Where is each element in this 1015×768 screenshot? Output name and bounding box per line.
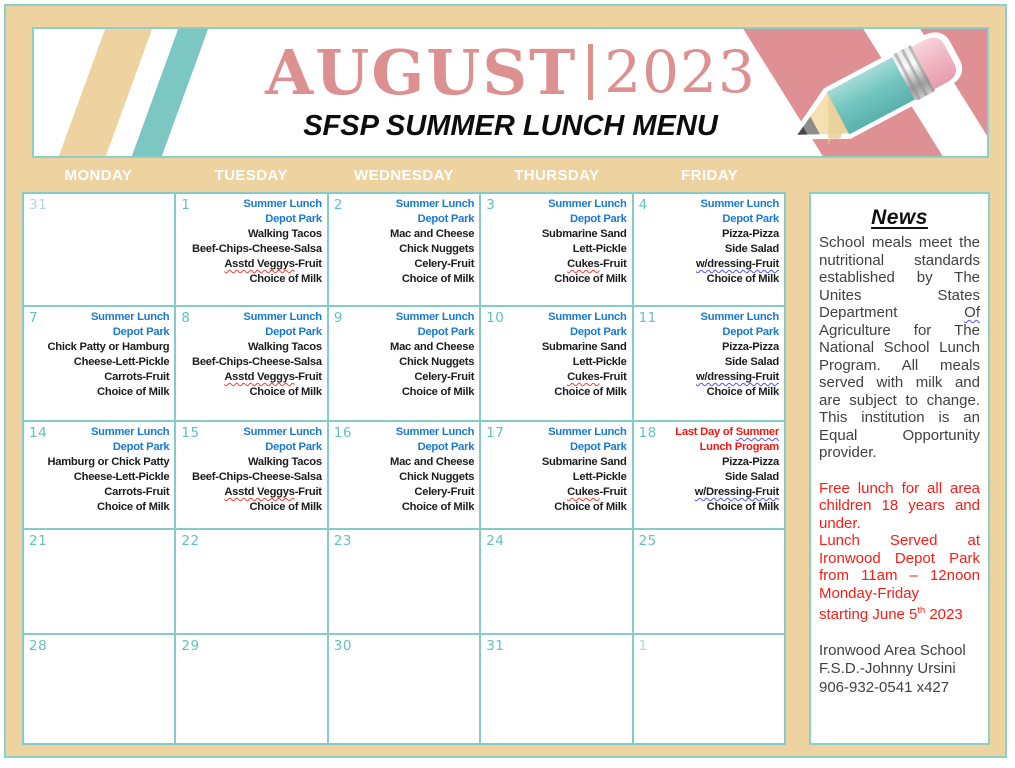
text-segment: Mac and Cheese	[390, 341, 475, 353]
cell-date: 29	[181, 638, 200, 654]
text-segment: Summer Lunch	[90, 311, 170, 323]
text-segment: -Fruit	[599, 371, 627, 383]
text-segment: th	[917, 605, 926, 615]
menu-line	[334, 355, 474, 370]
calendar-cell	[329, 307, 479, 420]
menu-line	[181, 485, 321, 500]
menu-line	[29, 455, 169, 470]
menu-line	[334, 485, 474, 500]
text-segment: Depot Park	[570, 213, 627, 225]
menu-line	[181, 242, 321, 257]
menu-line	[639, 340, 779, 355]
menu-line	[486, 425, 626, 440]
text-segment: 2023	[925, 606, 963, 623]
menu-line	[334, 340, 474, 355]
menu-line	[334, 325, 474, 340]
text-segment: -Fruit	[599, 486, 627, 498]
text-segment: Beef-Chips-Cheese-Salsa	[192, 243, 322, 255]
news-heading: News	[871, 206, 928, 229]
menu-line	[181, 325, 321, 340]
menu-line	[29, 340, 169, 355]
menu-line	[334, 227, 474, 242]
cell-date: 28	[29, 638, 48, 654]
menu-line	[334, 500, 474, 515]
cell-date: 11	[638, 310, 657, 326]
calendar-cell	[634, 530, 784, 633]
text-segment: Choice of Milk	[249, 273, 322, 285]
text-segment: Cukes	[567, 258, 600, 270]
text-segment: Side Salad	[724, 471, 779, 483]
text-segment: Mac and Cheese	[390, 228, 475, 240]
cell-date: 10	[486, 310, 505, 326]
menu-line	[181, 257, 321, 272]
text-segment: Chick Nuggets	[399, 243, 475, 255]
cell-date: 8	[181, 310, 191, 326]
text-segment: Mac and Cheese	[390, 456, 475, 468]
news-alert-line	[819, 532, 980, 602]
calendar-cell	[24, 422, 174, 528]
text-segment: Chick Nuggets	[399, 356, 475, 368]
text-segment: Depot Park	[722, 213, 779, 225]
text-segment: Side Salad	[724, 356, 779, 368]
calendar-cell	[329, 635, 479, 743]
menu-line	[334, 212, 474, 227]
text-segment: Of	[964, 304, 980, 321]
text-segment: Submarine Sand	[541, 228, 627, 240]
cell-date: 25	[638, 533, 657, 549]
text-segment: Depot Park	[112, 441, 170, 453]
text-segment: Cheese-Lett-Pickle	[73, 356, 170, 368]
menu-line	[181, 370, 321, 385]
cell-menu	[181, 425, 321, 515]
menu-line	[181, 455, 321, 470]
menu-line	[639, 212, 779, 227]
menu-line	[181, 500, 321, 515]
text-segment: Celery-Fruit	[414, 371, 475, 383]
news-contact-line: 906-932-0541 x427	[819, 678, 950, 696]
cell-menu	[334, 425, 474, 515]
cell-menu	[639, 310, 779, 400]
menu-line	[639, 325, 779, 340]
text-segment: Cukes	[567, 486, 600, 498]
menu-line	[486, 500, 626, 515]
cell-menu	[486, 197, 626, 287]
cell-date: 23	[333, 533, 352, 549]
text-segment: Celery-Fruit	[414, 486, 475, 498]
menu-line	[639, 370, 779, 385]
news-alert-line	[819, 480, 980, 533]
text-segment: Asstd Veggys	[224, 371, 295, 383]
text-segment: Choice of Milk	[97, 501, 170, 513]
menu-line	[486, 257, 626, 272]
text-segment: -Fruit	[599, 258, 627, 270]
cell-date: 18	[638, 425, 657, 441]
text-segment: Choice of Milk	[401, 501, 475, 513]
menu-line	[486, 470, 626, 485]
text-segment: Choice of Milk	[706, 501, 779, 513]
cell-menu	[334, 310, 474, 400]
weekday-label: WEDNESDAY	[354, 166, 454, 184]
menu-line	[486, 370, 626, 385]
menu-line	[181, 227, 321, 242]
menu-line	[334, 385, 474, 400]
cell-menu	[639, 197, 779, 287]
text-segment: Choice of Milk	[401, 273, 475, 285]
menu-line	[29, 500, 169, 515]
menu-line	[181, 425, 321, 440]
text-segment: Depot Park	[265, 213, 322, 225]
text-segment: Summer Lunch	[700, 311, 779, 323]
text-segment: Walking Tacos	[247, 341, 322, 353]
text-segment: Asstd Veggys	[224, 258, 295, 270]
calendar-cell	[329, 530, 479, 633]
menu-line	[29, 385, 169, 400]
news-body	[819, 234, 980, 462]
weekday-label: FRIDAY	[681, 166, 739, 184]
text-segment: Walking Tacos	[247, 456, 322, 468]
text-segment: Agriculture for The National School Lunch Program. All meals served with milk and are subject to change. This institution is an Equal Opportunity provider.	[819, 321, 980, 461]
menu-line	[639, 257, 779, 272]
calendar-cell	[176, 307, 326, 420]
text-segment: Chick Nuggets	[399, 471, 475, 483]
text-segment: School meals meet the nutritional standards established by The Unites States Department	[819, 234, 980, 321]
menu-line	[181, 385, 321, 400]
text-segment: Side Salad	[724, 243, 779, 255]
cell-date: 31	[29, 197, 48, 213]
page-title	[265, 35, 756, 109]
menu-line	[181, 310, 321, 325]
text-segment: Cukes	[567, 371, 600, 383]
text-segment: Choice of Milk	[706, 273, 779, 285]
news-alert	[819, 480, 980, 624]
text-segment: Beef-Chips-Cheese-Salsa	[192, 471, 322, 483]
header-banner	[32, 27, 989, 158]
page-subtitle: SFSP SUMMER LUNCH MENU	[303, 110, 718, 142]
calendar-cell	[24, 194, 174, 305]
menu-line	[334, 197, 474, 212]
calendar-cell	[24, 307, 174, 420]
text-segment: Summer Lunch	[243, 198, 322, 210]
text-segment: Submarine Sand	[541, 341, 627, 353]
title-year: 2023	[604, 38, 756, 106]
text-segment: Depot Park	[265, 326, 322, 338]
cell-date: 16	[333, 425, 352, 441]
text-segment: Lett-Pickle	[572, 243, 627, 255]
menu-line	[639, 310, 779, 325]
cell-menu	[334, 197, 474, 287]
weekday-label: MONDAY	[64, 166, 133, 184]
cell-menu	[181, 197, 321, 287]
cell-menu	[486, 310, 626, 400]
weekday-label: TUESDAY	[214, 166, 288, 184]
text-segment: starting June 5	[819, 606, 918, 623]
text-segment: Choice of Milk	[249, 386, 322, 398]
menu-line	[486, 325, 626, 340]
text-segment: Summer Lunch	[700, 198, 779, 210]
text-segment: Summer Lunch	[548, 311, 627, 323]
cell-date: 31	[486, 638, 505, 654]
menu-line	[334, 310, 474, 325]
text-segment: Walking Tacos	[247, 228, 322, 240]
calendar-cell	[329, 422, 479, 528]
news-contact-line: Ironwood Area School	[819, 641, 966, 659]
title-month: AUGUST	[265, 35, 578, 109]
cell-menu	[181, 310, 321, 400]
cell-date: 17	[486, 425, 505, 441]
calendar-cell	[24, 635, 174, 743]
menu-line	[639, 500, 779, 515]
menu-line	[639, 455, 779, 470]
menu-line	[181, 470, 321, 485]
text-segment: Summer Lunch	[548, 198, 627, 210]
text-segment: Choice of Milk	[249, 501, 322, 513]
menu-line	[486, 227, 626, 242]
cell-date: 15	[181, 425, 200, 441]
cell-date: 2	[333, 197, 343, 213]
menu-line	[334, 455, 474, 470]
menu-line	[29, 485, 169, 500]
menu-line	[334, 425, 474, 440]
news-contact-line: F.S.D.-Johnny Ursini	[819, 660, 956, 677]
menu-line	[486, 197, 626, 212]
menu-line	[486, 440, 626, 455]
text-segment: Last Day of	[675, 426, 736, 438]
text-segment: Summer Lunch	[395, 198, 475, 210]
news-panel	[809, 192, 990, 745]
menu-line	[639, 272, 779, 287]
calendar-cell	[176, 422, 326, 528]
text-segment: Summer Lunch	[243, 426, 322, 438]
text-segment: Celery-Fruit	[414, 258, 475, 270]
cell-date: 1	[638, 638, 648, 654]
text-segment: Depot Park	[570, 326, 627, 338]
calendar-cell	[481, 422, 631, 528]
text-segment: Beef-Chips-Cheese-Salsa	[192, 356, 322, 368]
title-separator	[588, 44, 593, 100]
menu-line	[29, 355, 169, 370]
menu-line	[181, 440, 321, 455]
text-segment: Summer Lunch	[548, 426, 627, 438]
menu-line	[334, 257, 474, 272]
menu-line	[486, 272, 626, 287]
text-segment: Lett-Pickle	[572, 356, 627, 368]
text-segment: Hamburg or Chick Patty	[47, 456, 170, 468]
text-segment: Asstd Veggys	[224, 486, 295, 498]
cell-menu	[29, 310, 169, 400]
cell-date: 21	[29, 533, 48, 549]
cell-menu	[29, 425, 169, 515]
text-segment: -Fruit	[294, 371, 322, 383]
menu-line	[181, 340, 321, 355]
text-segment: Summer Lunch	[90, 426, 170, 438]
news-contact	[819, 642, 980, 698]
menu-line	[639, 385, 779, 400]
calendar-cell	[24, 530, 174, 633]
menu-line	[486, 455, 626, 470]
text-segment: Choice of Milk	[554, 386, 627, 398]
calendar-cell	[634, 307, 784, 420]
text-segment: Cheese-Lett-Pickle	[73, 471, 170, 483]
cell-menu	[639, 425, 779, 515]
calendar-grid	[22, 192, 786, 745]
news-alert-line	[819, 602, 980, 624]
menu-line	[486, 385, 626, 400]
text-segment: Pizza-Pizza	[722, 341, 779, 353]
menu-line	[334, 440, 474, 455]
text-segment: Summer Lunch	[243, 311, 322, 323]
text-segment: Lunch Served at Ironwood Depot Park from 11am – 12noon Monday-Friday	[819, 532, 980, 602]
menu-line	[334, 242, 474, 257]
text-segment: Free lunch for all area children 18 years and under.	[819, 479, 980, 532]
cell-date: 22	[181, 533, 200, 549]
calendar-cell	[481, 635, 631, 743]
calendar-cell	[176, 530, 326, 633]
menu-line	[181, 197, 321, 212]
menu-line	[29, 370, 169, 385]
menu-line	[486, 340, 626, 355]
menu-line	[639, 470, 779, 485]
text-segment: Lett-Pickle	[572, 471, 627, 483]
text-segment: Choice of Milk	[97, 386, 170, 398]
menu-line	[29, 470, 169, 485]
text-segment: Pizza-Pizza	[722, 228, 779, 240]
text-segment: Carrots-Fruit	[104, 486, 170, 498]
menu-line	[181, 212, 321, 227]
text-segment: Depot Park	[265, 441, 322, 453]
menu-line	[334, 272, 474, 287]
menu-line	[29, 310, 169, 325]
calendar-cell	[634, 194, 784, 305]
menu-line	[486, 310, 626, 325]
menu-line	[29, 325, 169, 340]
text-segment: Depot Park	[112, 326, 170, 338]
calendar-cell	[176, 635, 326, 743]
cell-date: 14	[29, 425, 48, 441]
calendar-cell	[176, 194, 326, 305]
cell-date: 7	[29, 310, 39, 326]
text-segment: Depot Park	[417, 326, 475, 338]
menu-line	[334, 370, 474, 385]
text-segment: Summer Lunch	[395, 311, 475, 323]
text-segment: Submarine Sand	[541, 456, 627, 468]
menu-line	[639, 242, 779, 257]
menu-line	[486, 485, 626, 500]
cell-date: 30	[333, 638, 352, 654]
weekday-row	[22, 160, 786, 190]
menu-line	[334, 470, 474, 485]
menu-line	[639, 440, 779, 455]
menu-line	[486, 355, 626, 370]
cell-date: 24	[486, 533, 505, 549]
text-segment: Choice of Milk	[554, 273, 627, 285]
text-segment: Depot Park	[417, 213, 475, 225]
menu-line	[639, 485, 779, 500]
menu-line	[29, 440, 169, 455]
menu-line	[639, 425, 779, 440]
text-segment: Summer	[735, 426, 779, 438]
text-segment: Chick Patty or Hamburg	[47, 341, 170, 353]
text-segment: -Fruit	[294, 258, 322, 270]
menu-line	[639, 227, 779, 242]
text-segment: Choice of Milk	[706, 386, 779, 398]
text-segment: Summer Lunch	[395, 426, 475, 438]
cell-date: 4	[638, 197, 648, 213]
text-segment: Choice of Milk	[554, 501, 627, 513]
menu-line	[181, 355, 321, 370]
calendar-cell	[634, 635, 784, 743]
text-segment: Depot Park	[417, 441, 475, 453]
calendar-cell	[481, 530, 631, 633]
menu-line	[29, 425, 169, 440]
cell-date: 1	[181, 197, 191, 213]
text-segment: w/dressing-Fruit	[695, 258, 779, 270]
calendar-cell	[634, 422, 784, 528]
calendar-cell	[481, 194, 631, 305]
text-segment: Choice of Milk	[401, 386, 475, 398]
text-segment: Lunch Program	[699, 441, 779, 453]
menu-line	[181, 272, 321, 287]
text-segment: w/Dressing-Fruit	[694, 486, 779, 498]
menu-line	[639, 197, 779, 212]
calendar-cell	[481, 307, 631, 420]
cell-date: 3	[486, 197, 496, 213]
weekday-label: THURSDAY	[514, 166, 600, 184]
text-segment: Depot Park	[722, 326, 779, 338]
menu-line	[486, 242, 626, 257]
text-segment: -Fruit	[294, 486, 322, 498]
cell-date: 9	[333, 310, 343, 326]
text-segment: w/dressing-Fruit	[695, 371, 779, 383]
calendar-cell	[329, 194, 479, 305]
text-segment: Pizza-Pizza	[722, 456, 779, 468]
menu-line	[639, 355, 779, 370]
text-segment: Depot Park	[570, 441, 627, 453]
text-segment: Carrots-Fruit	[104, 371, 170, 383]
menu-line	[486, 212, 626, 227]
cell-menu	[486, 425, 626, 515]
